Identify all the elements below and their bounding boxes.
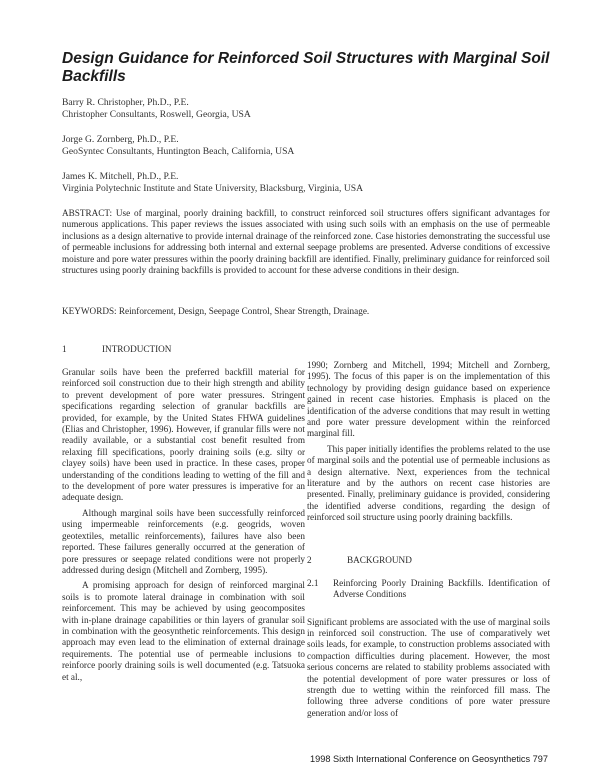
section-number: 1 bbox=[62, 344, 67, 354]
left-column bbox=[62, 343, 305, 687]
intro-paragraph-2: Although marginal soils have been successfully reinforced using impermeable reinforcements (e.g. geogrids, woven geotextiles, metallic reinforcements), failures have also been reported. These failures generally occurred at the generation of pore pressures or seepage related conditions were not properly addressed during design (Mitchell and Zornberg, 1995). bbox=[62, 507, 305, 575]
section-heading-background bbox=[307, 554, 550, 566]
author-affiliation: Christopher Consultants, Roswell, Georgia, USA bbox=[62, 109, 251, 120]
author-affiliation: Virginia Polytechnic Institute and State University, Blacksburg, Virginia, USA bbox=[62, 183, 364, 194]
author-name: James K. Mitchell, Ph.D., P.E. bbox=[62, 171, 179, 182]
author-name: Barry R. Christopher, Ph.D., P.E. bbox=[62, 97, 189, 108]
intro-paragraph-1: Granular soils have been the preferred backfill material for reinforced soil construction due to their high strength and ability to prevent development of pore water pressures. Stringent specifications regarding selection of granular backfills are provided, for example, by the United States FHWA guidelines (Elias and Christopher, 1996). However, if granular fills were not readily available, or a substantial cost benefit resulted from relaxing fill specifications, poorly draining soils (e.g. silty or clayey soils) have been used in practice. In these cases, proper understanding of the conditions leading to wetting of the fill and to the development of pore water pressures is imperative for an adequate design. bbox=[62, 367, 305, 503]
section-heading-introduction bbox=[62, 343, 305, 355]
paper-title: Design Guidance for Reinforced Soil Structures with Marginal Soil Backfills bbox=[62, 50, 550, 85]
keywords: KEYWORDS: Reinforcement, Design, Seepage Control, Shear Strength, Drainage. bbox=[62, 306, 370, 316]
subsection-heading bbox=[307, 578, 550, 601]
intro-continuation: 1990; Zornberg and Mitchell, 1994; Mitchell and Zornberg, 1995). The focus of this paper is on the implementation of this technology by providing design guidance based on experience gained in recent case histories. Emphasis is placed on the identification of the adverse conditions that may result in wetting and pore water pressure development within the reinforced marginal fill. bbox=[307, 360, 550, 439]
author-block-3 bbox=[62, 171, 542, 195]
intro-paragraph-4: This paper initially identifies the problems related to the use of marginal soils and the potential use of permeable inclusions as a design alternative. Next, experiences from the technical literature and by the authors on recent case histories are presented. Finally, preliminary guidance is provided, considering the identified adverse conditions, regarding the design of reinforced soil structure using poorly draining backfills. bbox=[307, 443, 550, 523]
subsection-title: Reinforcing Poorly Draining Backfills. Identification of Adverse Conditions bbox=[333, 577, 550, 600]
author-block-1 bbox=[62, 97, 542, 121]
section-title: BACKGROUND bbox=[347, 554, 412, 565]
author-affiliation: GeoSyntec Consultants, Huntington Beach, California, USA bbox=[62, 146, 295, 157]
section-number: 2 bbox=[307, 554, 312, 565]
abstract: ABSTRACT: Use of marginal, poorly draining backfill, to construct reinforced soil structures offers significant advantages for numerous applications. This paper reviews the issues associated with using such soils with an emphasis on the use of permeable inclusions as a design alternative to provide internal drainage of the reinforced zone. Case histories demonstrating the successful use of permeable inclusions for addressing both internal and external seepage problems are presented. Adverse conditions of excessive moisture and pore water pressures within the poorly draining backfill are identified. Finally, preliminary guidance for reinforced soil structures using poorly draining backfills is provided to account for these adverse conditions in their design. bbox=[62, 208, 550, 276]
right-column bbox=[307, 360, 550, 723]
author-name: Jorge G. Zornberg, Ph.D., P.E. bbox=[62, 134, 179, 145]
author-block-2 bbox=[62, 134, 542, 158]
background-paragraph: Significant problems are associated with the use of marginal soils in reinforced soil construction. The use of comparatively wet soils leads, for example, to construction problems associated with compaction difficulties during placement. However, the most serious concerns are related to stability problems associated with the potential development of pore water pressures or loss of strength due to wetting within the reinforced fill mass. The following three adverse conditions of pore water pressure generation and/or loss of bbox=[307, 616, 550, 718]
page-footer: 1998 Sixth International Conference on Geosynthetics 797 bbox=[309, 754, 548, 764]
intro-paragraph-3: A promising approach for design of reinforced marginal soils is to promote lateral drainage in combination with soil reinforcement. This may be achieved by using geocomposites with in-plane drainage capabilities or thin layers of granular soil in combination with the geosynthetic reinforcements. This design approach may even lead to the elimination of external drainage requirements. The potential use of permeable inclusions to reinforce poorly draining soils is well documented (e.g. Tatsuoka et al., bbox=[62, 580, 305, 682]
section-title: INTRODUCTION bbox=[102, 344, 172, 354]
subsection-number: 2.1 bbox=[307, 577, 319, 588]
